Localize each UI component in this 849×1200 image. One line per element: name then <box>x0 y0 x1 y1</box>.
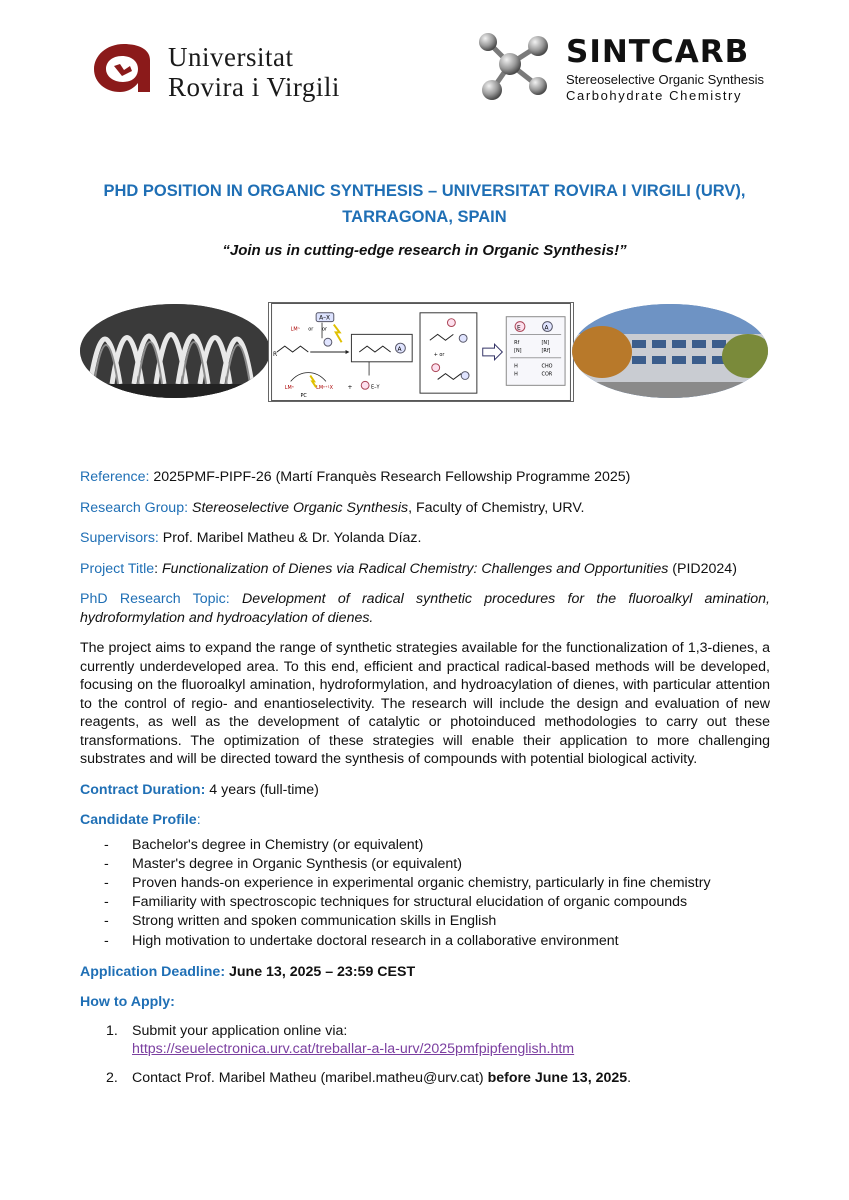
supervisors-row <box>80 529 770 548</box>
reaction-scheme <box>268 302 574 402</box>
profile-list <box>80 836 770 951</box>
supervisors-value: Prof. Maribel Matheu & Dr. Yolanda Díaz. <box>158 530 422 546</box>
scheme-label: A <box>544 325 549 332</box>
scheme-label: PC <box>300 393 307 400</box>
scheme-label: or <box>308 326 314 333</box>
research-group-faculty: , Faculty of Chemistry, URV. <box>408 499 585 516</box>
image-band <box>80 302 770 402</box>
molecule-icon <box>474 28 560 104</box>
scheme-label: or <box>322 326 328 333</box>
project-title-label: Project Title <box>80 560 155 577</box>
urv-wordmark <box>168 42 340 102</box>
project-description: The project aims to expand the range of synthetic strategies available for the functionalization of 1,3-dienes, a currently underdeveloped area. To this end, efficient and practical radical-based methods will be developed, focusing on the fluoroalkyl amination, hydroformylation, and hydroacylation of dienes, with particular attention to the control of regio- and enantioselectivity. The research will include the design and evaluation of new reagents, as well as the development of catalytic or photoinduced methodologies to carry out these transformations. The optimization of these strategies will enable their application to more challenging substrates and will be directed toward the synthesis of compounds with potential biological activity. <box>80 640 770 767</box>
apply-step-1 <box>80 1022 770 1059</box>
reference-value: 2025PMF-PIPF-26 (Martí Franquès Research Fellowship Programme 2025) <box>149 469 631 485</box>
scheme-label: Rf <box>514 340 520 347</box>
urv-name-line2: Rovira i Virgili <box>168 72 340 102</box>
list-item: - Proven hands-on experience in experimental organic chemistry, particularly in fine chemistry <box>80 874 770 893</box>
scheme-label: H <box>514 371 518 378</box>
scheme-label: E <box>517 325 521 332</box>
scheme-label: COR <box>541 371 553 378</box>
urv-name-line1: Universitat <box>168 42 294 72</box>
svg-text:R: R <box>273 351 278 358</box>
apply-heading <box>80 993 770 1012</box>
duration-value: 4 years (full-time) <box>205 781 319 798</box>
scheme-label: E–Y <box>371 384 380 391</box>
apply-step-2 <box>80 1069 770 1088</box>
duration-row <box>80 781 770 800</box>
sintcarb-subtitle-2: Carbohydrate Chemistry <box>566 88 743 103</box>
reference-label: Reference: <box>80 469 150 485</box>
step-number: 1. <box>106 1022 118 1039</box>
scheme-label: A <box>397 347 402 354</box>
list-item: - Master's degree in Organic Synthesis (or equivalent) <box>80 855 770 874</box>
step-text: Submit your application online via: <box>132 1022 348 1039</box>
list-item: - Familiarity with spectroscopic techniques for structural elucidation of organic compounds <box>80 893 770 912</box>
sintcarb-wordmark: SINTCARB <box>566 34 750 70</box>
step-end: . <box>627 1069 632 1086</box>
deadline-value: June 13, 2025 – 23:59 CEST <box>225 963 416 980</box>
application-link[interactable]: https://seuelectronica.urv.cat/treballar-a-la-urv/2025pmfpipfenglish.htm <box>132 1041 575 1058</box>
scheme-label: A–X <box>319 315 331 322</box>
project-title-colon: : <box>154 560 163 577</box>
scheme-label: + or <box>433 351 445 358</box>
list-item: - High motivation to undertake doctoral research in a collaborative environment <box>80 932 770 951</box>
urv-logo <box>88 38 368 102</box>
research-group-row <box>80 499 770 518</box>
scheme-label: [N] <box>541 340 550 347</box>
step-number: 2. <box>106 1069 118 1086</box>
scheme-label: LMⁿ <box>284 385 294 392</box>
supervisors-label: Supervisors: <box>80 530 159 546</box>
list-item: - Strong written and spoken communication skills in English <box>80 912 770 931</box>
title-line-2: TARRAGONA, SPAIN <box>342 208 507 226</box>
step-deadline: before June 13, 2025 <box>487 1069 628 1086</box>
research-group-label: Research Group: <box>80 499 189 516</box>
sintcarb-logo <box>474 28 774 106</box>
sintcarb-subtitle-1: Stereoselective Organic Synthesis <box>566 72 764 87</box>
research-group-name: Stereoselective Organic Synthesis <box>192 499 409 516</box>
scheme-label: LMⁿ <box>290 326 300 333</box>
scheme-label: [N] <box>514 348 522 354</box>
reference-row <box>80 468 770 487</box>
posting-body <box>80 468 770 1097</box>
deadline-label: Application Deadline: <box>80 963 226 980</box>
profile-label: Candidate Profile <box>80 812 197 828</box>
scheme-label: H <box>514 363 518 370</box>
glass-tubes-image <box>80 304 270 398</box>
deadline-row <box>80 963 770 982</box>
project-title-code: (PID2024) <box>668 560 737 577</box>
scheme-label: CHO <box>541 363 553 370</box>
urv-emblem-icon <box>88 38 160 96</box>
scheme-label: + <box>347 385 353 392</box>
step-text: Contact Prof. Maribel Matheu (maribel.matheu@urv.cat) <box>132 1069 488 1086</box>
tagline: “Join us in cutting-edge research in Organic Synthesis!” <box>222 242 627 259</box>
apply-label: How to Apply: <box>80 994 175 1011</box>
page-title <box>60 178 789 230</box>
research-topic-label: PhD Research Topic: <box>80 591 230 607</box>
apply-steps <box>80 1022 770 1088</box>
profile-colon: : <box>196 812 201 828</box>
research-topic-row <box>80 590 770 627</box>
title-line-1: PHD POSITION IN ORGANIC SYNTHESIS – UNIVERSITAT ROVIRA I VIRGILI (URV), <box>103 182 746 200</box>
project-title-row <box>80 560 770 579</box>
project-title-value: Functionalization of Dienes via Radical Chemistry: Challenges and Opportunities <box>162 560 669 577</box>
building-image <box>572 304 768 398</box>
list-item: - Bachelor's degree in Chemistry (or equivalent) <box>80 836 770 855</box>
scheme-label: [Rf] <box>541 348 551 354</box>
research-topic-value: Development of radical synthetic procedures for the fluoroalkyl amination, hydroformylation and hydroacylation of dienes. <box>80 591 770 626</box>
duration-label: Contract Duration: <box>80 781 206 798</box>
profile-heading <box>80 811 770 830</box>
scheme-label: LMⁿ⁺¹X <box>316 385 333 392</box>
